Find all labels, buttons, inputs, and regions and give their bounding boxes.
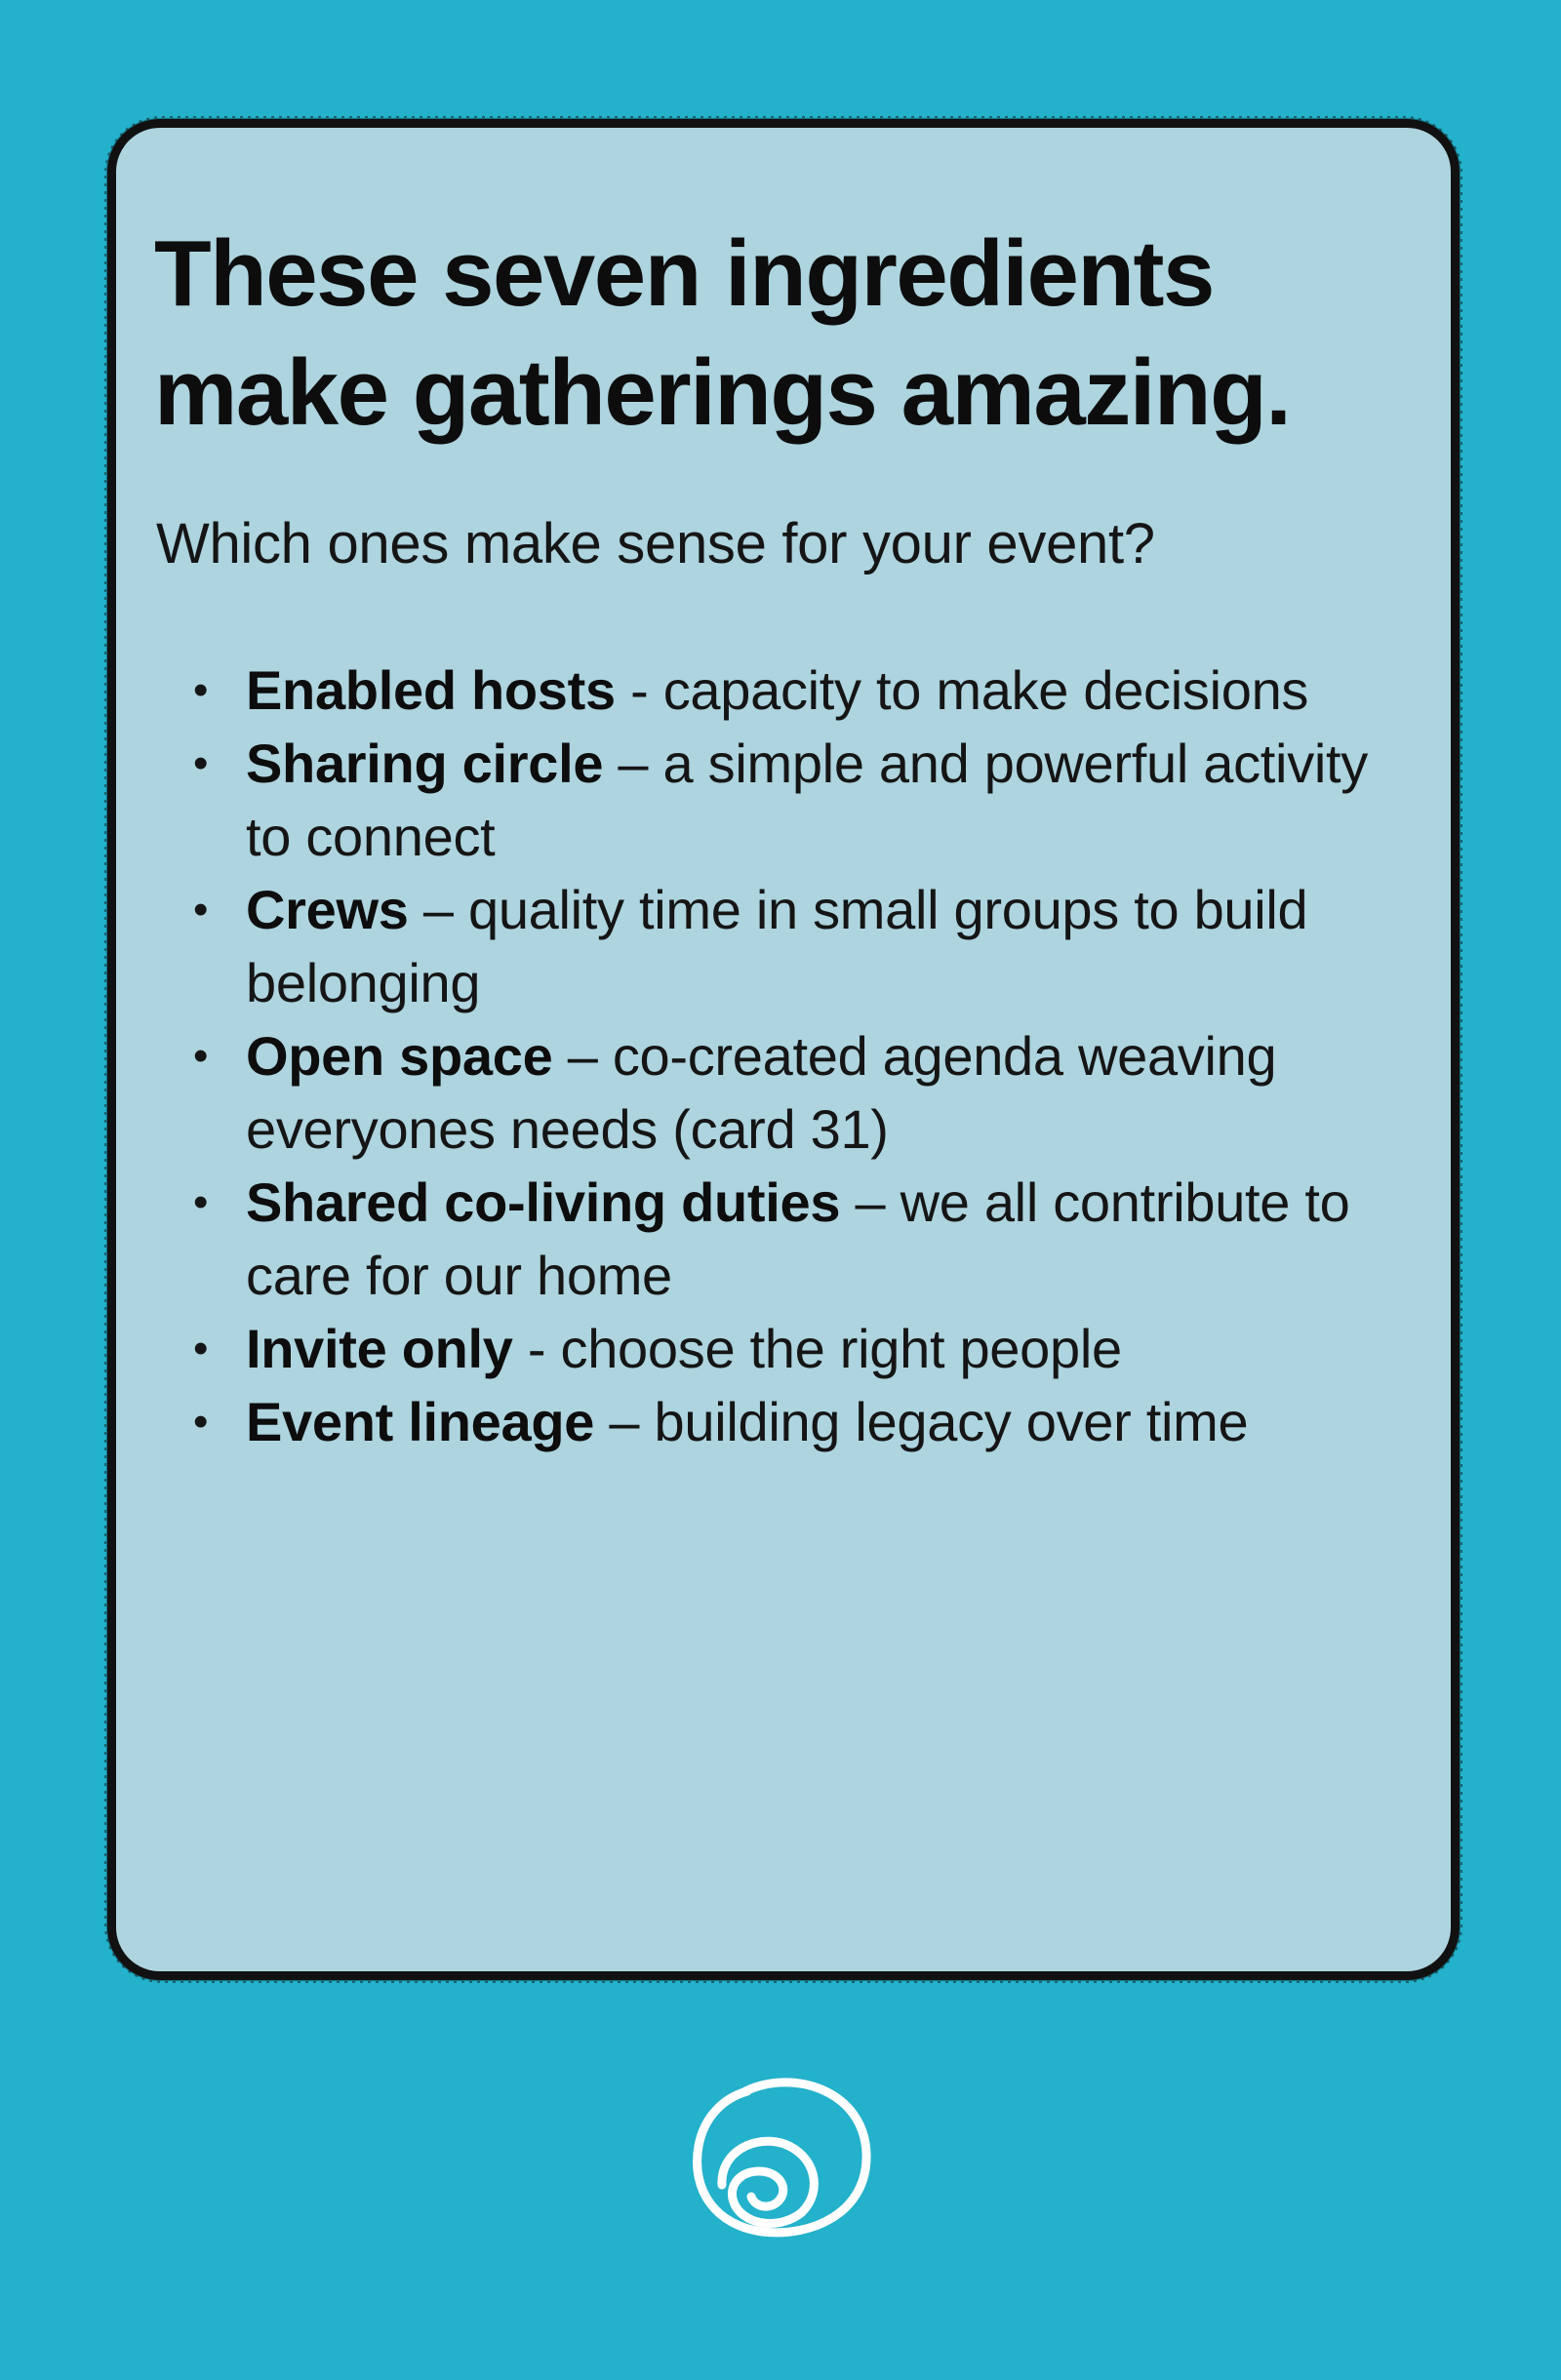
- card-title: These seven ingredients make gatherings amazing.: [154, 221, 1291, 445]
- list-item: [181, 1019, 1411, 1166]
- ingredient-term: Invite only: [246, 1318, 513, 1379]
- ingredient-term: Shared co-living duties: [246, 1171, 841, 1233]
- ingredient-term: Sharing circle: [246, 733, 604, 794]
- spiral-logo-icon: [687, 2070, 874, 2241]
- list-item: [181, 1166, 1411, 1312]
- ingredient-term: Open space: [246, 1025, 553, 1087]
- ingredient-description: we all contribute to care for our home: [246, 1171, 1350, 1306]
- ingredient-term: Event lineage: [246, 1391, 595, 1452]
- ingredient-description: capacity to make decisions: [662, 659, 1309, 721]
- bullet-dot-icon: •: [193, 1398, 209, 1446]
- bullet-dot-icon: •: [193, 1032, 209, 1080]
- ingredient-separator: –: [408, 879, 468, 940]
- bullet-dot-icon: •: [193, 1178, 209, 1226]
- list-item: [181, 873, 1411, 1019]
- list-item: [181, 1385, 1411, 1458]
- ingredient-separator: –: [840, 1171, 901, 1233]
- ingredient-description: choose the right people: [560, 1318, 1122, 1379]
- bullet-dot-icon: •: [193, 886, 209, 933]
- ingredient-description: co-created agenda weaving everyones needs (card 31): [246, 1025, 1277, 1160]
- card-subtitle: Which ones make sense for your event?: [156, 512, 1155, 575]
- list-item: [181, 654, 1411, 727]
- bullet-dot-icon: •: [193, 1325, 209, 1372]
- list-item: [181, 1312, 1411, 1385]
- ingredient-separator: –: [594, 1391, 655, 1452]
- ingredient-separator: –: [552, 1025, 613, 1087]
- ingredient-separator: –: [603, 733, 663, 794]
- ingredient-separator: -: [615, 659, 663, 721]
- bullet-dot-icon: •: [193, 739, 209, 787]
- ingredient-term: Crews: [246, 879, 409, 940]
- ingredient-term: Enabled hosts: [246, 659, 616, 721]
- ingredient-description: building legacy over time: [654, 1391, 1249, 1452]
- ingredient-description: a simple and powerful activity to connect: [246, 733, 1368, 867]
- bullet-dot-icon: •: [193, 666, 209, 714]
- ingredients-list: [181, 654, 1411, 1458]
- ingredient-separator: -: [512, 1318, 561, 1379]
- list-item: [181, 727, 1411, 873]
- ingredient-description: quality time in small groups to build belonging: [246, 879, 1308, 1013]
